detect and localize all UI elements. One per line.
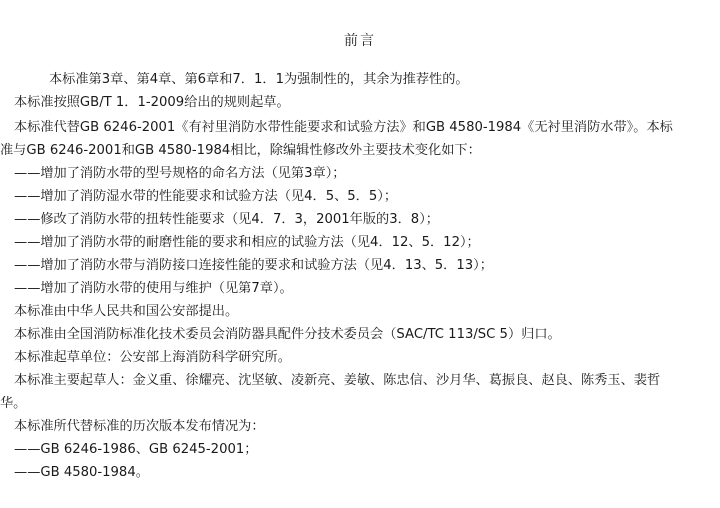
text-line: 本标准起草单位：公安部上海消防科学研究所。: [14, 350, 291, 365]
list-item: ——GB 6246-1986、GB 6245-2001；: [14, 442, 258, 457]
text-line: 本标准代替GB 6246-2001《有衬里消防水带性能要求和试验方法》和GB 4580-1984《无衬里消防水带》。本标: [14, 120, 673, 135]
list-item: ——GB 4580-1984。: [14, 465, 149, 480]
text-line: 本标准第3章、第4章、第6章和7．1．1为强制性的，其余为推荐性的。: [49, 72, 469, 87]
text-line: 本标准按照GB/T 1．1-2009给出的规则起草。: [14, 95, 290, 110]
list-item: ——增加了消防湿水带的性能要求和试验方法（见4．5、5．5）；: [14, 189, 398, 204]
list-item: ——增加了消防水带的耐磨性能的要求和相应的试验方法（见4．12、5．12）；: [14, 235, 480, 250]
text-line: 华。: [0, 396, 27, 411]
list-item: ——增加了消防水带的型号规格的命名方法（见第3章）；: [14, 166, 346, 181]
list-item: ——增加了消防水带的使用与维护（见第7章）。: [14, 281, 293, 296]
text-line: 准与GB 6246-2001和GB 4580-1984相比，除编辑性修改外主要技术变化如下：: [0, 143, 481, 158]
page-title: 前言: [344, 33, 376, 49]
text-line: 本标准由中华人民共和国公安部提出。: [14, 304, 239, 319]
list-item: ——增加了消防水带与消防接口连接性能的要求和试验方法（见4．13、5．13）；: [14, 258, 493, 273]
text-line: 本标准所代替标准的历次版本发布情况为：: [14, 419, 265, 434]
list-item: ——修改了消防水带的扭转性能要求（见4．7．3，2001年版的3．8）；: [14, 212, 439, 227]
text-line: 本标准主要起草人：金义重、徐耀亮、沈坚敏、凌新亮、姜敏、陈忠信、沙月华、葛振良、赵良、陈秀玉、裴哲: [14, 373, 661, 388]
text-line: 本标准由全国消防标准化技术委员会消防器具配件分技术委员会（SAC/TC 113/SC 5）归口。: [14, 327, 561, 342]
